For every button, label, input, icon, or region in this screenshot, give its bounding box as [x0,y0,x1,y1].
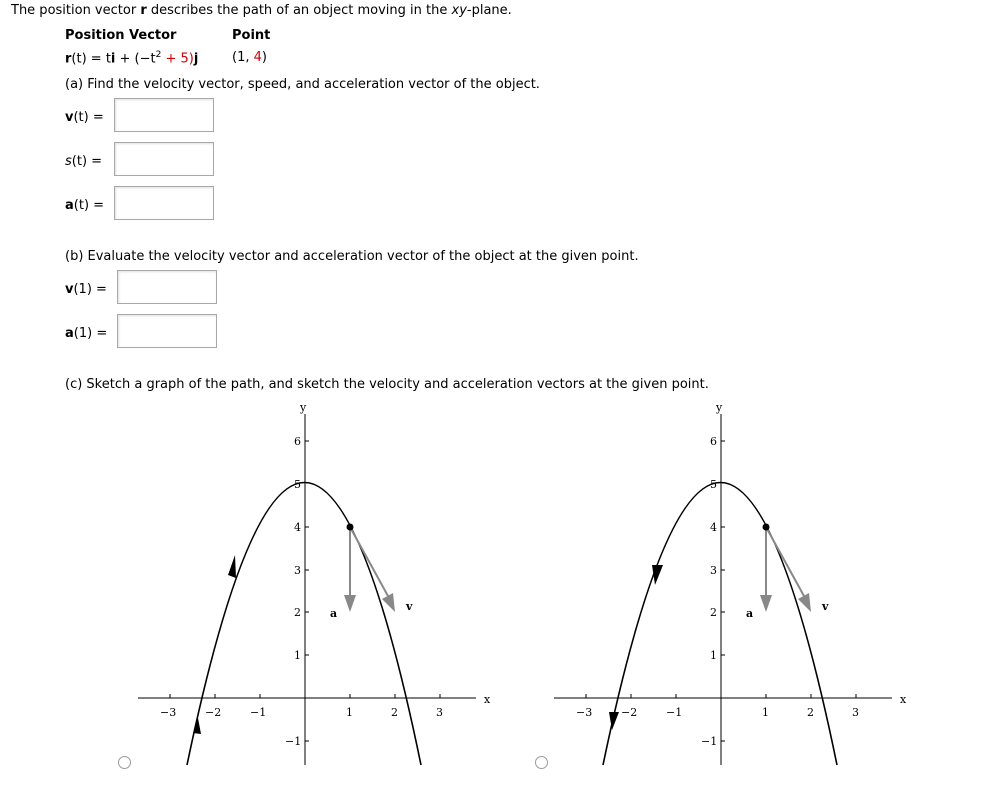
graph-2-v-label: v [822,600,829,613]
graph-1-y-tick-5: 5 [294,478,301,491]
graph-1-x-tick-neg3: −3 [160,706,177,719]
graph-2-acceleration-arrowhead [760,595,772,612]
graph-2-given-point [763,524,770,531]
graph-2-velocity-vector [766,527,804,596]
graph-1-x-axis-label: x [484,693,491,706]
problem-statement: The position vector r describes the path of an object moving in the xy-plane. [11,3,512,18]
velocity-label: v(t) = [65,110,104,125]
graph-1-y-tick-3: 3 [294,564,301,577]
given-point: (1, 4) [232,50,267,65]
graph-1-x-tick-1: 1 [346,706,353,719]
graph-1-x-tick-neg1: −1 [250,706,267,719]
graph-2-x-tick-1: 1 [762,706,769,719]
part-a-prompt: (a) Find the velocity vector, speed, and acceleration vector of the object. [65,77,540,92]
graph-2-axes [554,414,892,765]
graph-1-x-tick-neg2: −2 [205,706,222,719]
graph-1-x-tick-3: 3 [436,706,443,719]
graph-1-y-tick-2: 2 [294,606,301,619]
graph-1-y-tick-neg1: −1 [285,735,302,748]
graph-2-a-label: a [746,607,754,620]
graph-2-y-ticks [721,441,725,741]
part-b-prompt: (b) Evaluate the velocity vector and acceleration vector of the object at the given point. [65,249,639,264]
velocity-at-point-label: v(1) = [65,282,107,297]
graph-2-x-tick-neg3: −3 [576,706,593,719]
part-c-prompt: (c) Sketch a graph of the path, and sketch the velocity and acceleration vectors at the given point. [65,377,709,392]
r-symbol: r [140,3,147,18]
graph-1-y-axis-label: y [300,401,307,414]
point-header: Point [232,28,271,43]
graph-2-x-tick-2: 2 [807,706,814,719]
graph-2-y-tick-neg1: −1 [701,735,718,748]
graph-2-y-tick-5: 5 [710,478,717,491]
graph-1-y-tick-4: 4 [294,521,301,534]
acceleration-at-point-label: a(1) = [65,326,108,341]
graph-1-y-tick-1: 1 [294,649,301,662]
graph-2-x-tick-3: 3 [852,706,859,719]
acceleration-label: a(t) = [65,198,105,213]
graph-2-y-tick-2: 2 [710,606,717,619]
graph-2-x-tick-neg2: −2 [621,706,638,719]
graph-2-x-tick-neg1: −1 [666,706,683,719]
graph-2-y-tick-3: 3 [710,564,717,577]
graph-1-v-label: v [406,600,413,613]
graph-2-parabola [603,483,837,766]
graph-1-x-tick-2: 2 [391,706,398,719]
graph-2-y-tick-1: 1 [710,649,717,662]
graph-1-y-tick-6: 6 [294,435,301,448]
graph-2-y-tick-4: 4 [710,521,717,534]
graph-2-path-arrow-high [652,565,663,585]
position-vector-expression: r(t) = ti + $(-t^2 + 5)j$ [65,50,199,67]
graph-2-y-tick-6: 6 [710,435,717,448]
position-vector-header: Position Vector [65,28,177,43]
graph-2-y-axis-label: y [716,401,723,414]
graph-1-a-label: a [330,607,338,620]
speed-label: s(t) = [65,154,103,169]
graph-2-x-axis-label: x [900,693,907,706]
graph-2-velocity-arrowhead [798,593,811,612]
